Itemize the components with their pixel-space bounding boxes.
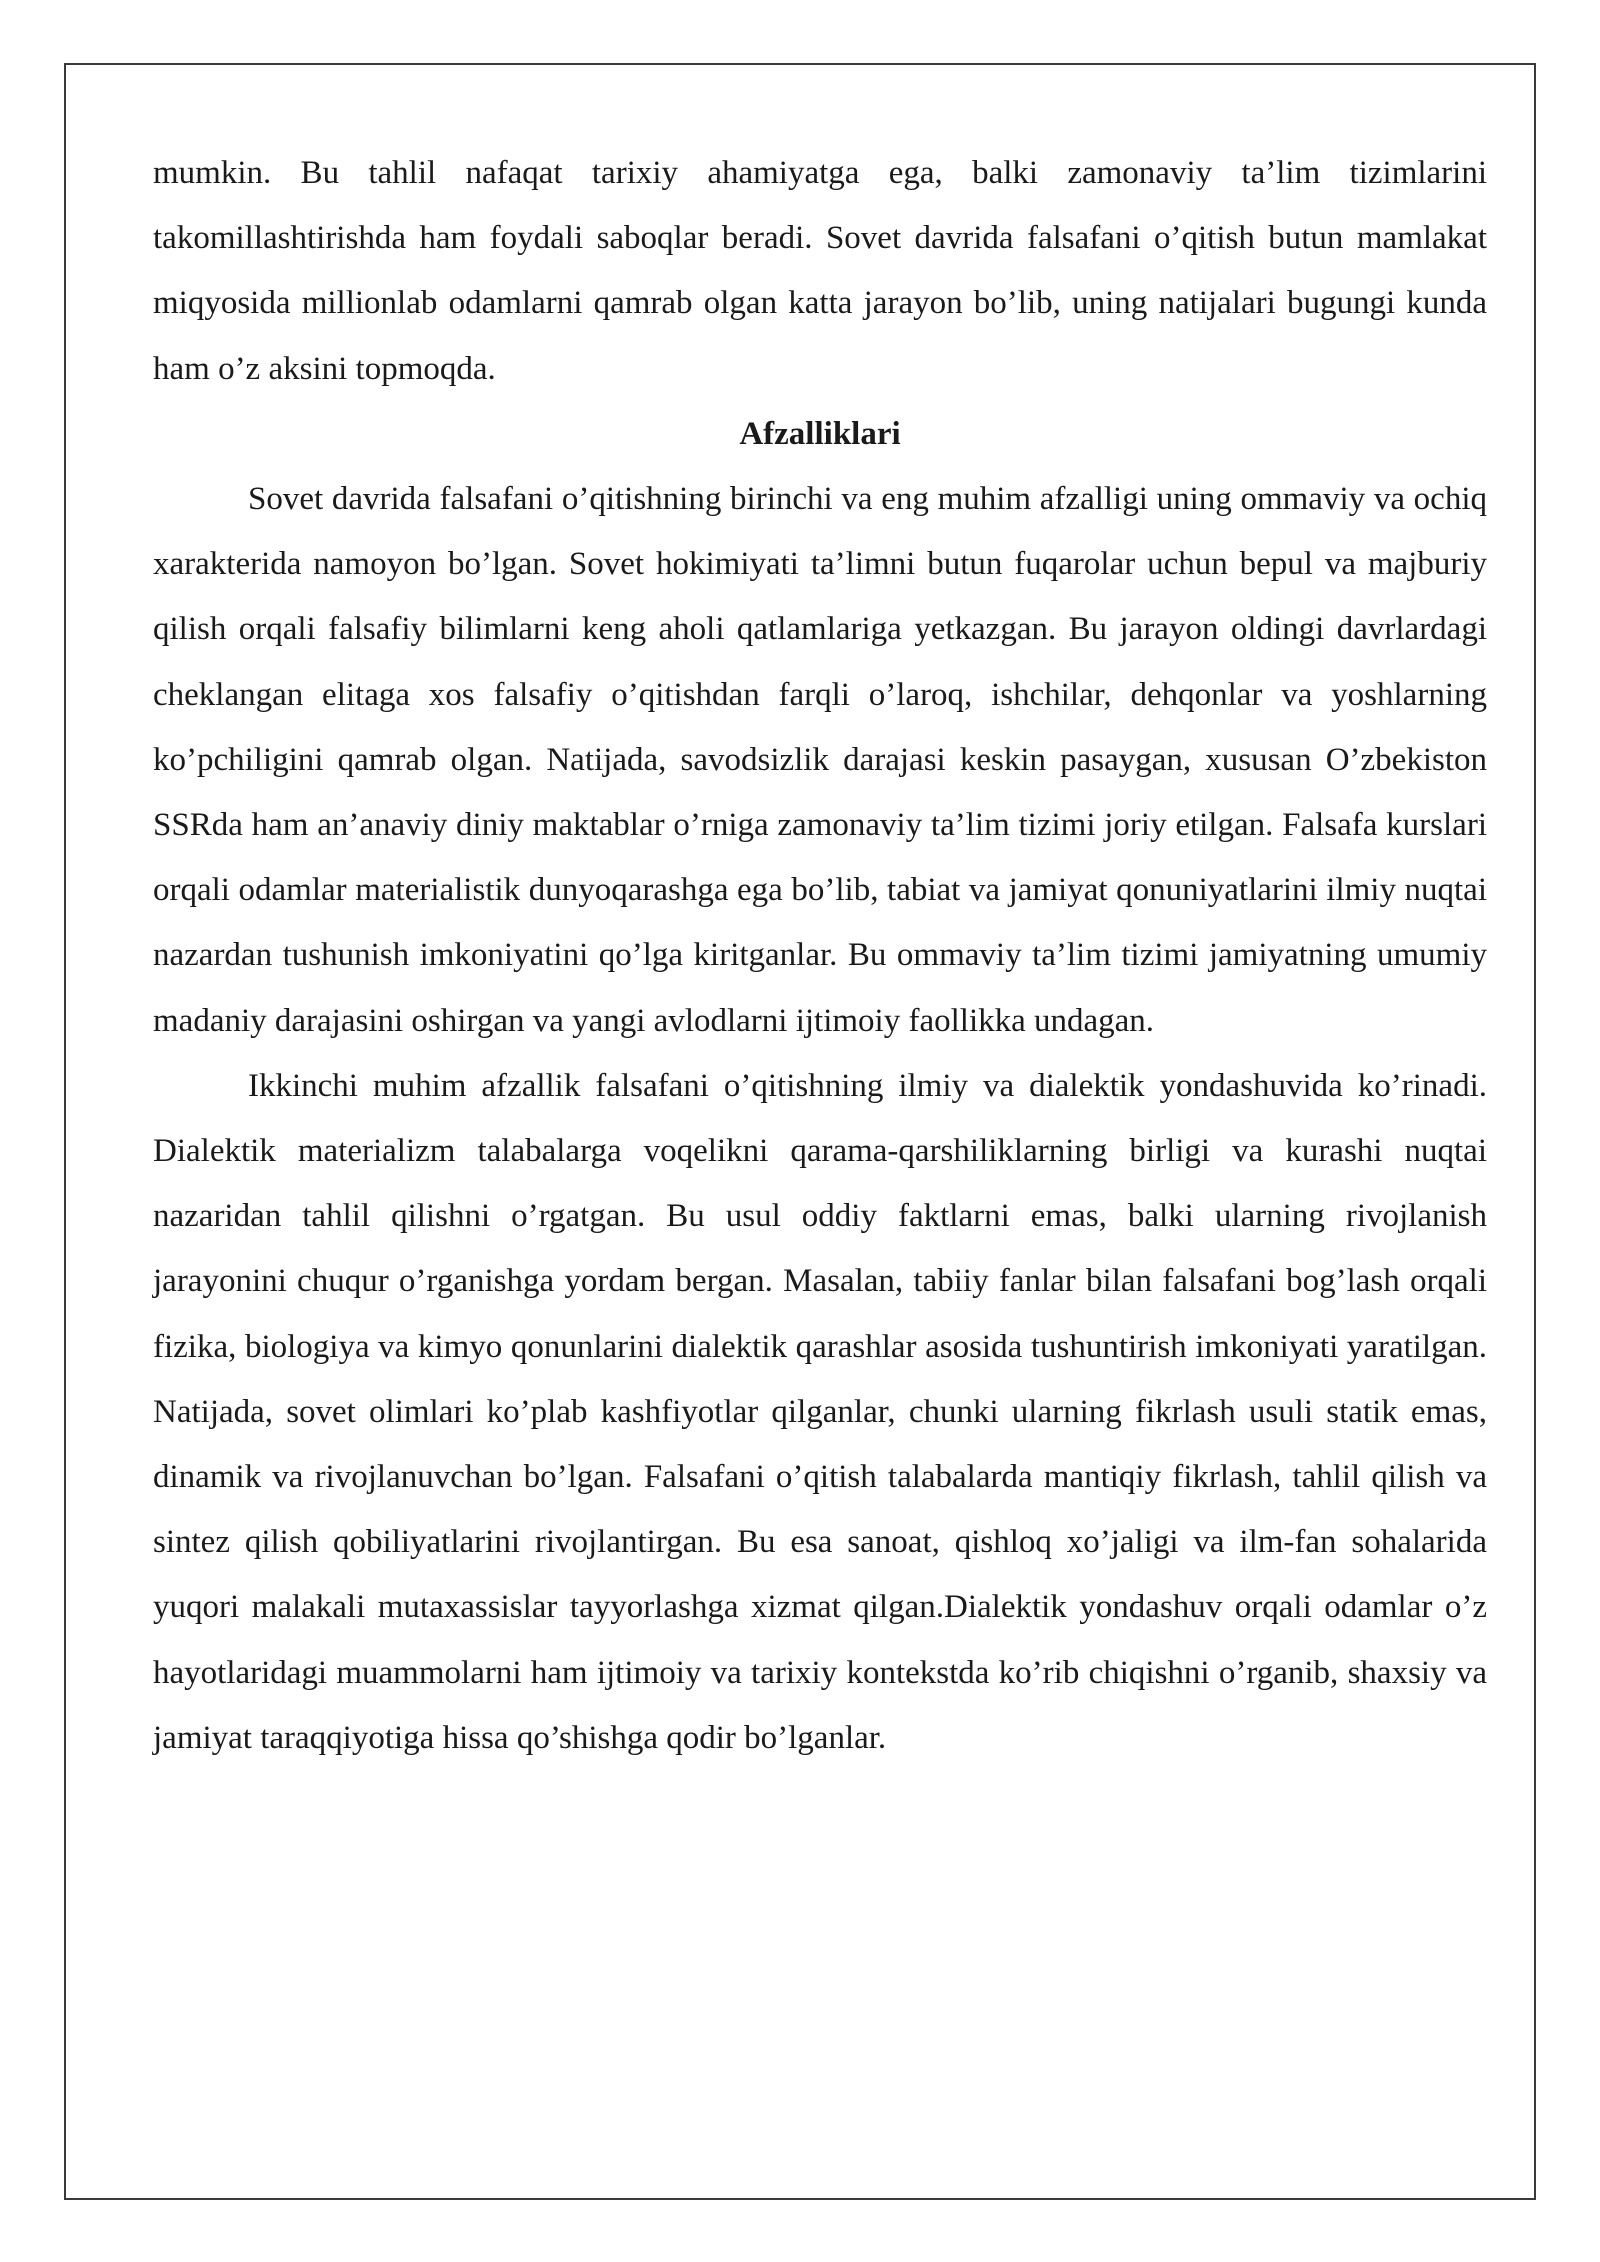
section-heading: Afzalliklari bbox=[739, 415, 901, 452]
intro-paragraph: mumkin. Bu tahlil nafaqat tarixiy ahamiyatga ega, balki zamonaviy ta’lim tizimlarini takomillashtirishda ham foydali saboqlar beradi. Sovet davrida falsafani o’qitish butun mamlakat miqyosida millionlab odamlarni qamrab olgan katta jarayon bo’lib, uning natijalari bugungi kunda ham o’z aksini topmoqda. bbox=[153, 155, 1487, 387]
paragraph-second-advantage: Ikkinchi muhim afzallik falsafani o’qitishning ilmiy va dialektik yondashuvida ko’rinadi. Dialektik materializm talabalarga voqelikni qarama-qarshiliklarning birligi va kurashi nuqtai nazaridan tahlil qilishni o’rgatgan. Bu usul oddiy faktlarni emas, balki ularning rivojlanish jarayonini chuqur o’rganishga yordam bergan. Masalan, tabiiy fanlar bilan falsafani bog’lash orqali fizika, biologiya va kimyo qonunlarini dialektik qarashlar asosida tushuntirish imkoniyati yaratilgan. Natijada, sovet olimlari ko’plab kashfiyotlar qilganlar, chunki ularning fikrlash usuli statik emas, dinamik va rivojlanuvchan bo’lgan. Falsafani o’qitish talabalarda mantiqiy fikrlash, tahlil qilish va sintez qilish qobiliyatlarini rivojlantirgan. Bu esa sanoat, qishloq xo’jaligi va ilm-fan sohalarida yuqori malakali mutaxassislar tayyorlashga xizmat qilgan.Dialektik yondashuv orqali odamlar o’z hayotlaridagi muammolarni ham ijtimoiy va tarixiy kontekstda ko’rib chiqishni o’rganib, shaxsiy va jamiyat taraqqiyotiga hissa qo’shishga qodir bo’lganlar. bbox=[153, 1067, 1487, 1756]
document-body bbox=[153, 141, 1487, 1771]
paragraph-first-advantage: Sovet davrida falsafani o’qitishning birinchi va eng muhim afzalligi uning ommaviy va ochiq xarakterida namoyon bo’lgan. Sovet hokimiyati ta’limni butun fuqarolar uchun bepul va majburiy qilish orqali falsafiy bilimlarni keng aholi qatlamlariga yetkazgan. Bu jarayon oldingi davrlardagi cheklangan elitaga xos falsafiy o’qitishdan farqli o’laroq, ishchilar, dehqonlar va yoshlarning ko’pchiligini qamrab olgan. Natijada, savodsizlik darajasi keskin pasaygan, xususan O’zbekiston SSRda ham an’anaviy diniy maktablar o’rniga zamonaviy ta’lim tizimi joriy etilgan. Falsafa kurslari orqali odamlar materialistik dunyoqarashga ega bo’lib, tabiat va jamiyat qonuniyatlarini ilmiy nuqtai nazardan tushunish imkoniyatini qo’lga kiritganlar. Bu ommaviy ta’lim tizimi jamiyatning umumiy madaniy darajasini oshirgan va yangi avlodlarni ijtimoiy faollikka undagan. bbox=[153, 481, 1487, 1039]
